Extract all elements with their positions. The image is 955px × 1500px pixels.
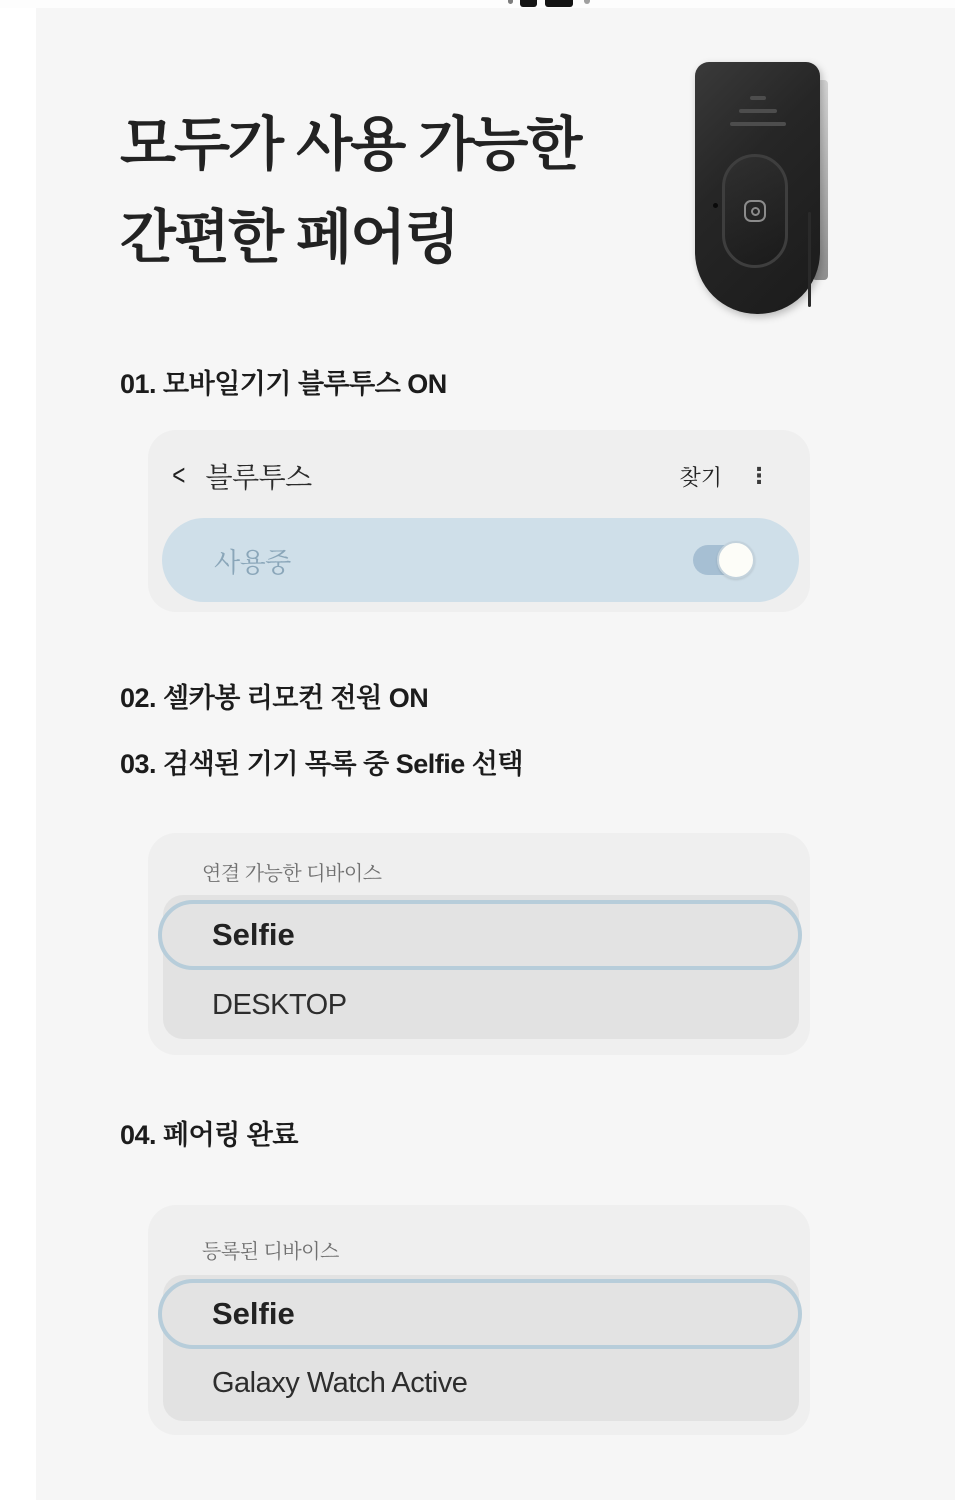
device-item-galaxy-watch[interactable] bbox=[212, 1363, 467, 1403]
shutter-button bbox=[722, 154, 788, 268]
bluetooth-status-row bbox=[162, 518, 799, 602]
registered-devices-label: 등록된 디바이스 bbox=[202, 1241, 339, 1263]
step-2-label: 02. 셀카봉 리모컨 전원 ON bbox=[120, 683, 429, 713]
cropped-glyph bbox=[520, 0, 537, 7]
available-devices-label: 연결 가능한 디바이스 bbox=[202, 863, 382, 885]
device-name: Selfie bbox=[212, 917, 295, 952]
camera-icon bbox=[744, 200, 766, 222]
device-name: Selfie bbox=[212, 1296, 295, 1331]
step-4-label: 04. 페어링 완료 bbox=[120, 1120, 298, 1150]
page-title bbox=[120, 98, 580, 284]
page-title-line2: 간편한 페어링 bbox=[120, 205, 459, 270]
find-button[interactable]: 찾기 bbox=[679, 464, 722, 490]
step-3-label: 03. 검색된 기기 목록 중 Selfie 선택 bbox=[120, 749, 523, 779]
back-icon[interactable]: < bbox=[172, 459, 186, 492]
bluetooth-title: 블루투스 bbox=[205, 462, 312, 493]
device-item-selfie[interactable] bbox=[158, 1279, 802, 1349]
remote-body bbox=[695, 62, 820, 314]
device-name: DESKTOP bbox=[212, 988, 347, 1021]
bluetooth-settings-card bbox=[148, 430, 810, 612]
more-menu-icon[interactable]: ⋮ bbox=[748, 463, 770, 488]
remote-led bbox=[713, 203, 718, 208]
bluetooth-header bbox=[148, 454, 810, 498]
top-edge-strip bbox=[0, 0, 955, 8]
signal-lines-icon bbox=[695, 96, 820, 135]
remote-clip-edge bbox=[808, 212, 811, 307]
bluetooth-status-label: 사용중 bbox=[214, 547, 291, 578]
device-item-desktop[interactable] bbox=[212, 985, 347, 1025]
registered-devices-card bbox=[148, 1205, 810, 1435]
available-devices-card bbox=[148, 833, 810, 1055]
step-1-label: 01. 모바일기기 블루투스 ON bbox=[120, 369, 447, 399]
page-title-line1: 모두가 사용 가능한 bbox=[120, 112, 581, 177]
cropped-glyph bbox=[545, 0, 573, 7]
left-margin-strip bbox=[0, 0, 36, 1500]
selfie-remote-image bbox=[695, 62, 828, 314]
device-name: Galaxy Watch Active bbox=[212, 1366, 468, 1399]
bluetooth-toggle[interactable] bbox=[693, 544, 751, 576]
device-item-selfie[interactable] bbox=[158, 900, 802, 970]
